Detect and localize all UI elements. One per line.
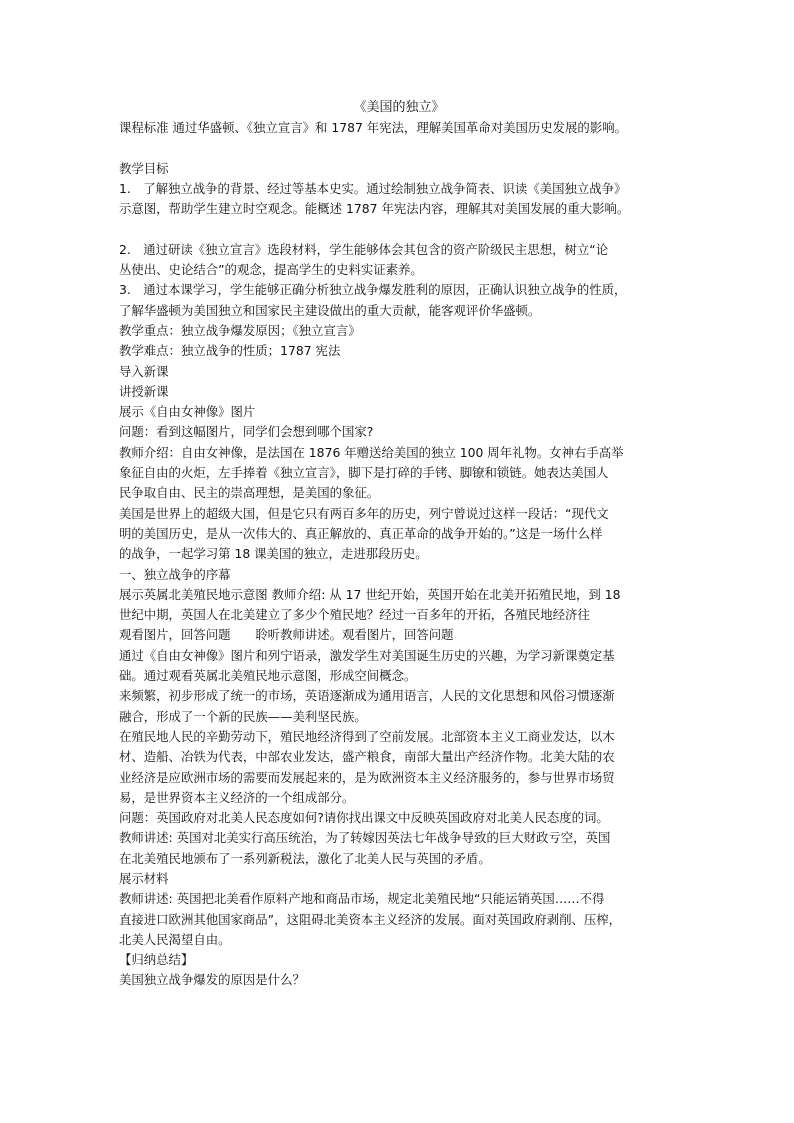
text-line: 课程标准 通过华盛顿、《独立宣言》和 1787 年宪法，理解美国革命对美国历史发展的影响。 (119, 120, 627, 135)
document-body (119, 118, 679, 991)
text-line: 教学目标 (119, 160, 169, 176)
text-line: 业经济是应欧洲市场的需要而发展起来的，是为欧洲资本主义经济服务的，参与世界市场贸 (119, 769, 615, 785)
text-line: 展示材料 (119, 870, 169, 886)
text-line: 北美人民渴望自由。 (119, 931, 231, 947)
text-line: 1. 了解独立战争的背景、经过等基本史实。通过绘制独立战争简表、识读《美国独立战争》 (119, 180, 627, 196)
text-line: 的战争，一起学习第 18 课美国的独立，走进那段历史。 (119, 546, 428, 562)
text-line: 教学重点：独立战争爆发原因；《独立宣言》 (119, 322, 361, 338)
text-line: 象征自由的火炬，左手捧着《独立宣言》，脚下是打碎的手铐、脚镣和锁链。她表达美国人 (119, 465, 609, 481)
text-line: 在北美殖民地颁布了一系列新税法，激化了北美人民与英国的矛盾。 (119, 850, 491, 866)
text-line: 丛使出、史论结合”的观念，提高学生的史料实证素养。 (119, 262, 423, 278)
text-line: 直接进口欧洲其他国家商品”，这阻碍北美资本主义经济的发展。面对英国政府剥削、压榨， (119, 911, 622, 927)
blank-line (119, 138, 679, 158)
text-line: 问题：看到这幅图片，同学们会想到哪个国家? (119, 424, 374, 440)
text-line: 明的美国历史，是从一次伟大的、真正解放的、真正革命的战争开始的。”这是一场什么样 (119, 525, 603, 541)
text-line: 了解华盛顿为美国独立和国家民主建设做出的重大贡献，能客观评价华盛顿。 (119, 302, 541, 318)
text-line: 导入新课 (119, 363, 169, 379)
text-line: 融合，形成了一个新的民族——美利坚民族。 (119, 708, 367, 724)
text-line: 【归纳总结】 (119, 952, 194, 968)
text-line: 问题：英国政府对北美人民态度如何?请你找出课文中反映英国政府对北美人民态度的词。 (119, 810, 609, 826)
text-line: 民争取自由、民主的崇高理想，是美国的象征。 (119, 485, 380, 501)
text-line: 来频繁，初步形成了统一的市场，英语逐渐成为通用语言，人民的文化思想和风俗习惯逐渐 (119, 688, 615, 704)
document-page (119, 98, 679, 991)
text-line: 一、独立战争的序幕 (119, 566, 231, 582)
text-line: 讲授新课 (119, 383, 169, 399)
blank-line (119, 219, 679, 239)
text-line: 展示英属北美殖民地示意图 教师介绍: 从 17 世纪开始，英国开始在北美开拓殖民地，到 18 (119, 586, 621, 602)
text-line: 3. 通过本课学习，学生能够正确分析独立战争爆发胜利的原因，正确认识独立战争的性质， (119, 282, 627, 298)
text-line: 2. 通过研读《独立宣言》选段材料，学生能够体会其包含的资产阶级民主思想，树立“论 (119, 241, 609, 257)
text-line: 教师讲述: 英国对北美实行高压统治，为了转嫁因英法七年战争导致的巨大财政亏空，英国 (119, 830, 611, 846)
text-line: 美国独立战争爆发的原因是什么？ (119, 972, 305, 988)
text-line: 易，是世界资本主义经济的一个组成部分。 (119, 789, 355, 805)
text-line: 教学难点：独立战争的性质；1787 宪法 (119, 343, 341, 359)
text-line: 观看图片，回答问题 聆听教师讲述。观看图片，回答问题 (119, 627, 454, 643)
text-line: 示意图，帮助学生建立时空观念。能概述 1787 年宪法内容，理解其对美国发展的重大影响。 (119, 201, 630, 217)
text-line: 教师讲述: 英国把北美看作原料产地和商品市场，规定北美殖民地“只能运销英国……不得 (119, 891, 605, 907)
text-line: 础。通过观看英属北美殖民地示意图，形成空间概念。 (119, 668, 417, 684)
text-line: 展示《自由女神像》图片 (119, 404, 256, 420)
text-line: 通过《自由女神像》图片和列宁语录，激发学生对美国诞生历史的兴趣，为学习新课奠定基 (119, 647, 615, 663)
text-line: 在殖民地人民的辛勤劳动下，殖民地经济得到了空前发展。北部资本主义工商业发达，以木 (119, 728, 615, 744)
document-title: 《美国的独立》 (353, 100, 445, 115)
text-line: 美国是世界上的超级大国，但是它只有两百多年的历史，列宁曾说过这样一段话：“现代文 (119, 505, 609, 521)
text-line: 教师介绍：自由女神像，是法国在 1876 年赠送给美国的独立 100 周年礼物。女神右手高举 (119, 444, 624, 460)
text-line: 材、造船、冶铁为代表，中部农业发达，盛产粮食，南部大量出产经济作物。北美大陆的农 (119, 749, 615, 765)
text-line: 世纪中期，英国人在北美建立了多少个殖民地？经过一百多年的开拓，各殖民地经济往 (119, 607, 590, 623)
